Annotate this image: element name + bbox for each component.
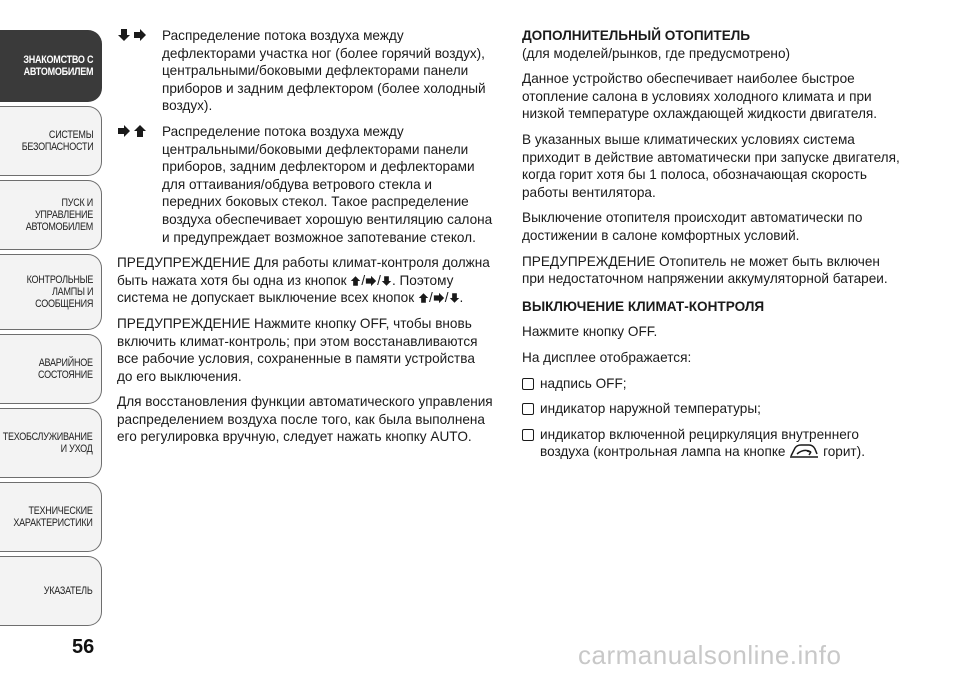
checkbox-bullet-icon bbox=[522, 403, 534, 415]
watermark: carmanualsonline.info bbox=[578, 640, 842, 670]
airflow-item-panel-defrost bbox=[117, 123, 493, 246]
checkbox-bullet-icon bbox=[522, 378, 534, 390]
heater-paragraph-1: Данное устройство обеспечивает наиболее быстрое отопление салона в условиях холодного климата и при низкой температуре охлаждающей жидкости двигателя. bbox=[522, 71, 878, 122]
airflow-right-icon bbox=[365, 275, 377, 287]
list-item: надпись OFF; bbox=[522, 375, 902, 393]
warning-off-button: ПРЕДУПРЕЖДЕНИЕ Нажмите кнопку OFF, чтобы вновь включить климат-контроль; при этом восстанавливаются все рабочие условия, сохраненные в памяти устройства до его выключения. bbox=[117, 315, 478, 384]
section-subheading-heater: (для моделей/рынков, где предусмотрено) bbox=[522, 45, 791, 61]
tab-maintenance[interactable]: ТЕХОБСЛУЖИВАНИЕ И УХОД bbox=[0, 408, 102, 478]
restore-auto-paragraph: Для восстановления функции автоматического управления распределением воздуха после того, как была выполнена его регулировка вручную, следует нажать кнопку AUTO. bbox=[117, 394, 493, 445]
tab-emergency[interactable]: АВАРИЙНОЕ СОСТОЯНИЕ bbox=[0, 334, 102, 404]
warning-climate-buttons: ПРЕДУПРЕЖДЕНИЕ Для работы климат-контроля должна быть нажата хотя бы одна из кнопок / / . Поэтому система не допускает выключение всех кнопок / / . bbox=[117, 255, 490, 306]
right-column bbox=[522, 27, 902, 469]
airflow-down-icon bbox=[449, 292, 460, 304]
tab-technical-specs[interactable]: ТЕХНИЧЕСКИЕ ХАРАКТЕРИСТИКИ bbox=[0, 482, 102, 552]
airflow-item-panel-defrost-text: Распределение потока воздуха между центральными/боковыми дефлекторами панели приборов, задним дефлектором и дефлекторами для оттаивания/обдува ветрового стекла и передних боковых стекол. Такое распределение воздуха обеспечивает хорошую вентиляцию салона и предупреждает возможное запотевание стекол. bbox=[162, 123, 493, 245]
airflow-up-icon bbox=[350, 275, 361, 287]
airflow-up-icon bbox=[418, 292, 429, 304]
airflow-down-icon bbox=[381, 275, 392, 287]
list-item: индикатор наружной температуры; bbox=[522, 400, 902, 418]
tab-warning-lights[interactable]: КОНТРОЛЬНЫЕ ЛАМПЫ И СООБЩЕНИЯ bbox=[0, 254, 102, 330]
checkbox-bullet-icon bbox=[522, 429, 534, 441]
page-number: 56 bbox=[72, 636, 95, 658]
airflow-item-feet-panel-text: Распределение потока воздуха между дефлекторами участка ног (более горячий воздух), центральными/боковыми дефлекторами панели приборов и задним дефлектором (более холодный воздух). bbox=[162, 28, 486, 114]
airflow-panel-defrost-icon bbox=[117, 123, 162, 246]
left-column bbox=[117, 27, 493, 454]
airflow-item-feet-panel bbox=[117, 27, 493, 115]
airflow-feet-panel-icon bbox=[117, 27, 162, 115]
airflow-right-icon bbox=[433, 292, 445, 304]
heater-warning: ПРЕДУПРЕЖДЕНИЕ Отопитель не может быть включен при недостаточном напряжении аккумуляторной батареи. bbox=[522, 253, 888, 287]
section-heading-heater: ДОПОЛНИТЕЛЬНЫЙ ОТОПИТЕЛЬ bbox=[522, 28, 751, 43]
climate-off-paragraph-2: На дисплее отображается: bbox=[522, 349, 692, 365]
list-item: индикатор включенной рециркуляция внутреннего воздуха (контрольная лампа на кнопке горит). bbox=[522, 426, 902, 461]
tab-safety[interactable]: СИСТЕМЫ БЕЗОПАСНОСТИ bbox=[0, 106, 102, 176]
tab-index[interactable]: УКАЗАТЕЛЬ bbox=[0, 556, 102, 626]
tab-getting-to-know[interactable]: ЗНАКОМСТВО С АВТОМОБИЛЕМ bbox=[0, 30, 102, 102]
heater-paragraph-2: В указанных выше климатических условиях система приходит в действие автоматически при запуске двигателя, когда горит хотя бы 1 полоса, обозначающая скорость работы вентилятора. bbox=[522, 131, 900, 200]
climate-off-paragraph-1: Нажмите кнопку OFF. bbox=[522, 324, 658, 340]
tab-starting-driving[interactable]: ПУСК И УПРАВЛЕНИЕ АВТОМОБИЛЕМ bbox=[0, 180, 102, 250]
recirculation-icon bbox=[789, 444, 819, 458]
section-heading-climate-off: ВЫКЛЮЧЕНИЕ КЛИМАТ-КОНТРОЛЯ bbox=[522, 298, 765, 314]
heater-paragraph-3: Выключение отопителя происходит автоматически по достижении в салоне комфортных условий. bbox=[522, 210, 863, 243]
